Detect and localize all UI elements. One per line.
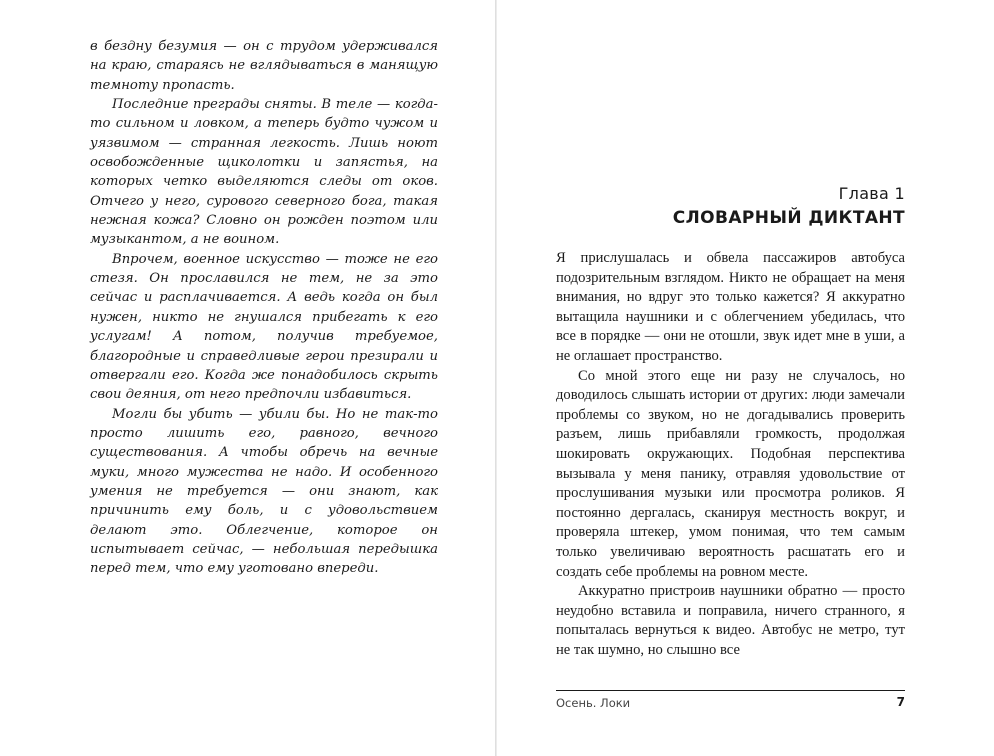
- page-number: 7: [896, 695, 905, 709]
- chapter-text: [556, 249, 905, 660]
- prologue-text: [90, 37, 438, 579]
- paragraph: Впрочем, военное искусство — тоже не его стезя. Он прославился не тем, не за это сейчас и расплачивается. А ведь когда он был нужен, никто не гнушался прибегать к его услугам! А потом, получив требуемое, благородные и справедливые герои презирали и отвергали его. Когда же понадобилось скрыть свои деяния, от него предпочли избавиться.: [90, 251, 438, 403]
- paragraph: Могли бы убить — убили бы. Но не так-то просто лишить его, равного, вечного существования. А чтобы обречь на вечные муки, много мужества не надо. И особенного умения не требуется — они знают, как причинить ему боль, и с удовольствием делают это. Облегчение, которое он испытывает сейчас, — небольшая передышка перед тем, что ему уготовано впереди.: [90, 406, 438, 577]
- paragraph: в бездну безумия — он с трудом удерживался на краю, стараясь не вглядываться в манящую темноту пропасть.: [90, 39, 438, 93]
- paragraph: Аккуратно пристроив наушники обратно — просто неудобно вставила и поправила, ничего странного, я попыталась вернуться к видео. Автобус не метро, тут не так шумно, но слышно все: [556, 583, 905, 658]
- footer-rule: [556, 690, 905, 691]
- running-footer-title: Осень. Локи: [556, 696, 631, 710]
- left-page: [0, 0, 495, 756]
- right-page: [497, 0, 994, 756]
- chapter-title: СЛОВАРНЫЙ ДИКТАНТ: [672, 208, 905, 228]
- paragraph: Я прислушалась и обвела пассажиров автобуса подозрительным взглядом. Никто не обращает на меня внимания, но вдруг это только кажется? Я аккуратно вытащила наушники и с облегчением убедилась, что все в порядке — они не отошли, звук идет мне в уши, а не оглашает пространство.: [556, 250, 905, 364]
- paragraph: Последние преграды сняты. В теле — когда-то сильном и ловком, а теперь будто чужом и уязвимом — странная легкость. Лишь ноют освобожденные щиколотки и запястья, на которых четко выделяются следы от оков. Отчего у него, сурового северного бога, такая нежная кожа? Словно он рожден поэтом или музыкантом, а не воином.: [90, 97, 438, 248]
- paragraph: Со мной этого еще ни разу не случалось, но доводилось слышать истории от других: люди замечали проблемы со звуком, но не догадывались проверить разъем, лишь прибавляли громкость, продолжая шокировать окружающих. Подобная перспектива вызывала у меня панику, отравляя удовольствие от прослушивания музыки или просмотра роликов. Я постоянно дергалась, сканируя местность вокруг, и проверяла штекер, умом понимая, что тем самым только увеличиваю вероятность расшатать его и создать себе проблемы на ровном месте.: [556, 367, 905, 580]
- chapter-number: Глава 1: [838, 184, 905, 203]
